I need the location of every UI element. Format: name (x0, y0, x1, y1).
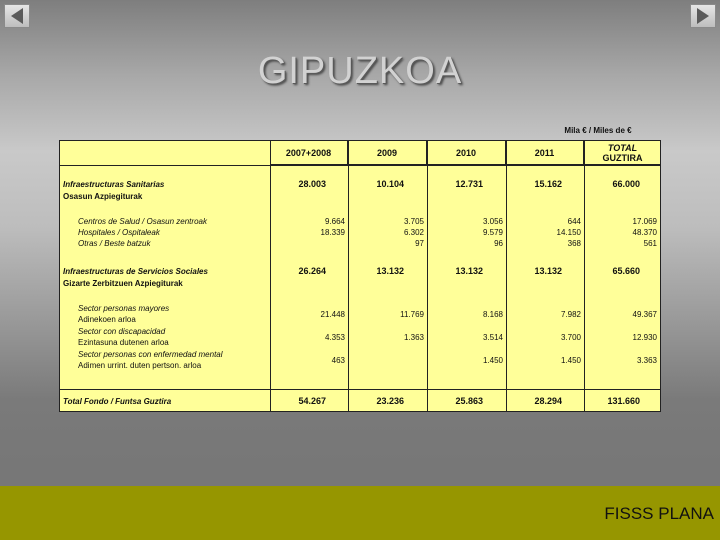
footer-label: FISSS PLANA (604, 504, 714, 523)
slide-title: GIPUZKOA (257, 50, 463, 92)
footer-bar (0, 486, 720, 540)
column-header-2010: 2010 (427, 141, 506, 165)
table-cell: 463 (331, 356, 345, 365)
row-label: Centros de Salud / Osasun zentroak (78, 217, 207, 226)
table-cell: 9.579 (482, 228, 503, 237)
triangle-left-icon (11, 8, 23, 24)
table-cell: 4.353 (324, 333, 345, 342)
section-total-cell: 66.000 (612, 179, 640, 189)
header-divider (60, 165, 660, 166)
column-header-2007-2008: 2007+2008 (270, 141, 348, 165)
table-cell: 97 (415, 239, 424, 248)
units-note: Mila € / Miles de € (564, 126, 632, 135)
budget-table (59, 140, 661, 412)
row-label-es: Sector personas con enfermedad mental (78, 350, 223, 359)
row-label-es: Sector con discapacidad (78, 327, 166, 336)
table-cell: 561 (643, 239, 657, 248)
section-total-cell: 65.660 (612, 266, 640, 276)
previous-slide-button[interactable] (4, 4, 30, 28)
table-cell: 3.700 (560, 333, 581, 342)
total-divider (60, 389, 660, 390)
table-cell: 96 (494, 239, 503, 248)
section-total-cell: 13.132 (455, 266, 483, 276)
section-total-cell: 15.162 (534, 179, 562, 189)
section-title-health: Infraestructuras Sanitarias (63, 180, 165, 189)
table-cell: 1.450 (560, 356, 581, 365)
section-total-cell: 10.104 (376, 179, 404, 189)
grand-total-cell: 131.660 (607, 396, 640, 406)
section-subtitle-health: Osasun Azpiegiturak (63, 192, 143, 201)
table-cell: 7.982 (560, 310, 581, 319)
table-cell: 21.448 (320, 310, 345, 319)
table-cell: 12.930 (632, 333, 657, 342)
row-label: Otras / Beste batzuk (78, 239, 151, 248)
table-cell: 11.769 (400, 310, 424, 319)
table-cell: 368 (567, 239, 581, 248)
table-cell: 9.664 (324, 217, 345, 226)
grand-total-label: Total Fondo / Funtsa Guztira (63, 397, 172, 406)
column-header-2009: 2009 (348, 141, 427, 165)
next-slide-button[interactable] (690, 4, 716, 28)
table-cell: 18.339 (320, 228, 345, 237)
table-cell: 14.150 (556, 228, 581, 237)
total-header-line2: GUZTIRA (602, 152, 643, 163)
table-cell: 3.705 (403, 217, 424, 226)
row-label-eu: Adinekoen arloa (78, 315, 136, 324)
section-total-cell: 28.003 (298, 179, 326, 189)
column-header-2011: 2011 (506, 141, 584, 165)
row-label-eu: Ezintasuna dutenen arloa (78, 338, 169, 347)
table-cell: 1.450 (482, 356, 503, 365)
column-header-total (584, 141, 661, 165)
table-cell: 3.514 (482, 333, 503, 342)
section-subtitle-social: Gizarte Zerbitzuen Azpiegiturak (63, 279, 183, 288)
table-cell: 49.367 (632, 310, 657, 319)
row-label-eu: Adimen urrint. duten pertson. arloa (78, 361, 202, 370)
table-cell: 6.302 (403, 228, 424, 237)
row-label-es: Sector personas mayores (78, 304, 170, 313)
table-cell: 3.363 (636, 356, 657, 365)
table-cell: 48.370 (632, 228, 657, 237)
total-header-line1: TOTAL (607, 142, 638, 153)
section-title-social: Infraestructuras de Servicios Sociales (63, 267, 208, 276)
grand-total-cell: 28.294 (534, 396, 562, 406)
section-total-cell: 13.132 (376, 266, 404, 276)
table-cell: 644 (567, 217, 581, 226)
triangle-right-icon (697, 8, 709, 24)
table-cell: 17.069 (632, 217, 657, 226)
section-total-cell: 13.132 (534, 266, 562, 276)
grand-total-cell: 25.863 (455, 396, 483, 406)
grand-total-cell: 54.267 (298, 396, 326, 406)
table-cell: 1.363 (403, 333, 424, 342)
grand-total-cell: 23.236 (376, 396, 404, 406)
section-total-cell: 26.264 (298, 266, 326, 276)
table-cell: 8.168 (482, 310, 503, 319)
table-cell: 3.056 (482, 217, 503, 226)
row-label: Hospitales / Ospitaleak (78, 228, 160, 237)
section-total-cell: 12.731 (455, 179, 483, 189)
